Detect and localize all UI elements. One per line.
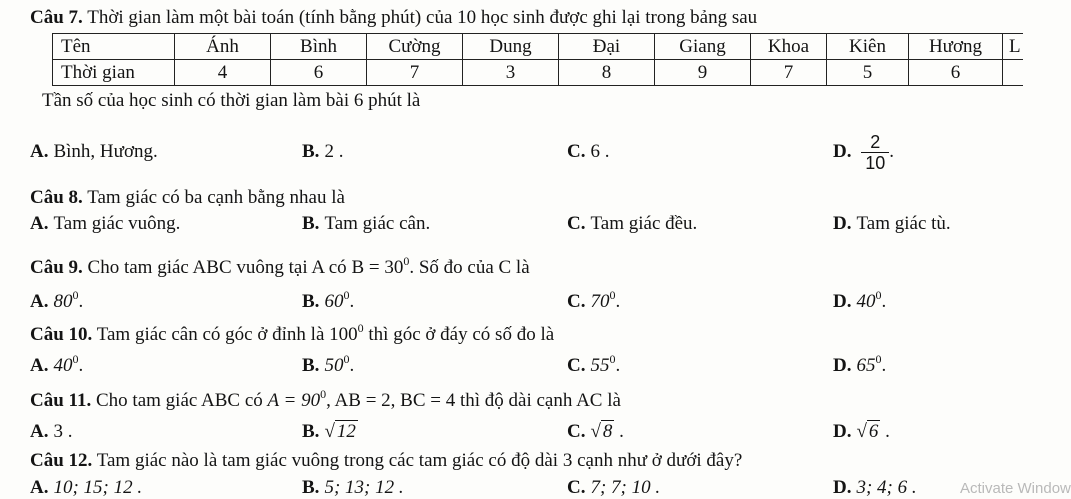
option-label: C. bbox=[567, 355, 586, 376]
option-label: A. bbox=[30, 477, 49, 498]
option-label: C. bbox=[567, 213, 586, 234]
q7-heading bbox=[30, 7, 757, 29]
option-label: B. bbox=[302, 477, 320, 498]
option-value: 40 bbox=[53, 355, 73, 376]
option-value: 60 bbox=[324, 291, 344, 312]
q11-math-sides: , AB = 2, BC = 4 bbox=[326, 390, 456, 411]
sqrt-radicand: 6 bbox=[868, 421, 879, 442]
option-label: D. bbox=[833, 141, 852, 162]
q12-option-c bbox=[567, 477, 660, 499]
q9-option-a: A. $80^0$. bbox=[30, 288, 84, 312]
table-cell: Kiên bbox=[827, 34, 909, 60]
sqrt-sign: √ 6 bbox=[856, 421, 879, 442]
table-cell: Tên bbox=[53, 34, 175, 60]
option-label: D. bbox=[833, 421, 852, 442]
q9-option-c: C. $70^0$. bbox=[567, 288, 621, 312]
q9-math: B = 30 bbox=[351, 257, 404, 278]
option-text: 5; 13; 12 . bbox=[324, 477, 404, 498]
option-text: Bình, Hương. bbox=[53, 141, 158, 162]
option-label: A. bbox=[30, 213, 49, 234]
q7-option-d bbox=[833, 128, 894, 176]
table-row bbox=[53, 34, 1023, 60]
q10-text-after: thì góc ở đáy có số đo là bbox=[368, 324, 555, 345]
option-value: 50 bbox=[324, 355, 344, 376]
option-text: 3 . bbox=[53, 421, 73, 442]
table-row bbox=[53, 60, 1023, 86]
q9-label: Câu 9. bbox=[30, 257, 83, 278]
degree-sup: 0 bbox=[72, 288, 79, 302]
degree-sup: 0 bbox=[320, 387, 327, 401]
sqrt-radicand: 8 bbox=[602, 421, 613, 442]
q8-option-c bbox=[567, 213, 697, 235]
q10-text-before: Tam giác cân có góc ở đỉnh là bbox=[96, 324, 325, 345]
table-cell: Ánh bbox=[175, 34, 271, 60]
q11-heading bbox=[30, 383, 621, 412]
option-value: 70 bbox=[590, 291, 610, 312]
option-value: 80 bbox=[53, 291, 73, 312]
table-cell: Dung bbox=[463, 34, 559, 60]
option-text: 6 . bbox=[590, 141, 610, 162]
q7-option-a bbox=[30, 141, 158, 163]
option-label: B. bbox=[302, 213, 320, 234]
table-cell: Đại bbox=[559, 34, 655, 60]
q8-option-d bbox=[833, 213, 951, 235]
option-text: 10; 15; 12 . bbox=[53, 477, 143, 498]
option-label: A. bbox=[30, 141, 49, 162]
sqrt-sign: √ 12 bbox=[324, 421, 356, 442]
option-text: 2 . bbox=[324, 141, 344, 162]
q7-text: Thời gian làm một bài toán (tính bằng phút) của 10 học sinh được ghi lại trong bảng sau bbox=[87, 7, 758, 28]
option-value: 55 bbox=[590, 355, 610, 376]
table-cell: Bình bbox=[271, 34, 367, 60]
option-label: B. bbox=[302, 355, 320, 376]
q7-label: Câu 7. bbox=[30, 7, 83, 28]
q12-text: Tam giác nào là tam giác vuông trong các tam giác có độ dài 3 cạnh như ở dưới đây? bbox=[96, 450, 743, 471]
q11-text-after: thì độ dài cạnh AC là bbox=[459, 390, 621, 411]
table-cell: Cường bbox=[367, 34, 463, 60]
q9-option-d: D. $40^0$. bbox=[833, 288, 887, 312]
q12-option-a bbox=[30, 477, 142, 499]
sqrt-sign: √ 8 bbox=[590, 421, 613, 442]
option-label: B. bbox=[302, 141, 320, 162]
q8-text: Tam giác có ba cạnh bằng nhau là bbox=[87, 187, 345, 208]
q7-prompt: Tần số của học sinh có thời gian làm bài 6 phút là bbox=[42, 90, 421, 111]
option-label: D. bbox=[833, 213, 852, 234]
table-cell: 5 bbox=[827, 60, 909, 86]
option-label: C. bbox=[567, 421, 586, 442]
degree-sup: 0 bbox=[609, 352, 616, 366]
q10-option-b: B. $50^0$. bbox=[302, 352, 355, 376]
degree-sup: 0 bbox=[357, 321, 364, 335]
option-text: Tam giác vuông. bbox=[53, 213, 181, 234]
q8-option-a bbox=[30, 213, 180, 235]
q12-option-b bbox=[302, 477, 404, 499]
q8-heading bbox=[30, 187, 345, 209]
q11-math-angle: A = 90 bbox=[267, 390, 321, 411]
table-cell: Khoa bbox=[751, 34, 827, 60]
option-label: C. bbox=[567, 291, 586, 312]
option-text: Tam giác tù. bbox=[856, 213, 951, 234]
degree-sup: 0 bbox=[875, 288, 882, 302]
table-cell: Hương bbox=[909, 34, 1003, 60]
option-label: B. bbox=[302, 291, 320, 312]
q8-label: Câu 8. bbox=[30, 187, 83, 208]
table-cell: 4 bbox=[175, 60, 271, 86]
fraction bbox=[861, 132, 889, 173]
table-cell: 7 bbox=[367, 60, 463, 86]
table-cell bbox=[1003, 60, 1023, 86]
option-label: D. bbox=[833, 355, 852, 376]
q11-option-d: D. √ 6 . bbox=[833, 421, 890, 442]
degree-sup: 0 bbox=[72, 352, 79, 366]
table-cell: 7 bbox=[751, 60, 827, 86]
degree-sup: 0 bbox=[403, 254, 410, 268]
table-cell: 6 bbox=[271, 60, 367, 86]
q7-option-c bbox=[567, 141, 609, 163]
degree-sup: 0 bbox=[343, 352, 350, 366]
q11-option-b bbox=[302, 421, 358, 443]
q9-text-before: Cho tam giác ABC vuông tại A có bbox=[87, 257, 347, 278]
option-label: C. bbox=[567, 477, 586, 498]
q10-option-d: D. $65^0$. bbox=[833, 352, 887, 376]
table-cell: 8 bbox=[559, 60, 655, 86]
q7-option-b bbox=[302, 141, 343, 163]
sqrt-radicand: 12 bbox=[336, 421, 356, 442]
q12-heading bbox=[30, 450, 742, 472]
option-label: C. bbox=[567, 141, 586, 162]
option-text: 3; 4; 6 . bbox=[856, 477, 917, 498]
q9-option-b: B. $60^0$. bbox=[302, 288, 355, 312]
q11-label: Câu 11. bbox=[30, 390, 92, 411]
option-value: 40 bbox=[856, 291, 876, 312]
degree-sup: 0 bbox=[875, 352, 882, 366]
q10-option-a: A. $40^0$. bbox=[30, 352, 84, 376]
option-text: Tam giác đều. bbox=[590, 213, 698, 234]
q10-math: 100 bbox=[329, 324, 358, 345]
degree-sup: 0 bbox=[609, 288, 616, 302]
option-label: B. bbox=[302, 421, 320, 442]
q10-label: Câu 10. bbox=[30, 324, 93, 345]
table-cell: 9 bbox=[655, 60, 751, 86]
fraction-numerator: 2 bbox=[861, 132, 889, 153]
q12-option-d bbox=[833, 477, 917, 499]
q11-option-a bbox=[30, 421, 72, 443]
q9-text-after: . Số đo của C là bbox=[409, 257, 530, 278]
q10-option-c: C. $55^0$. bbox=[567, 352, 621, 376]
option-label: A. bbox=[30, 421, 49, 442]
option-text: 7; 7; 10 . bbox=[590, 477, 661, 498]
option-label: A. bbox=[30, 291, 49, 312]
option-label: A. bbox=[30, 355, 49, 376]
option-value: 65 bbox=[856, 355, 876, 376]
degree-sup: 0 bbox=[343, 288, 350, 302]
q10-heading bbox=[30, 317, 554, 346]
table-cell: 3 bbox=[463, 60, 559, 86]
option-end: . bbox=[889, 141, 895, 162]
activation-watermark: Activate Window bbox=[960, 480, 1071, 497]
table-cell: L bbox=[1003, 34, 1023, 60]
option-label: D. bbox=[833, 477, 852, 498]
option-label: D. bbox=[833, 291, 852, 312]
time-table bbox=[52, 33, 1023, 86]
q11-option-c: C. √ 8 . bbox=[567, 421, 624, 442]
table-cell: Thời gian bbox=[53, 60, 175, 86]
table-cell: 6 bbox=[909, 60, 1003, 86]
q12-label: Câu 12. bbox=[30, 450, 93, 471]
fraction-denominator: 10 bbox=[865, 153, 886, 174]
table-cell: Giang bbox=[655, 34, 751, 60]
q9-heading bbox=[30, 250, 530, 279]
option-text: Tam giác cân. bbox=[324, 213, 431, 234]
q11-text-before: Cho tam giác ABC có bbox=[96, 390, 263, 411]
q8-option-b bbox=[302, 213, 430, 235]
